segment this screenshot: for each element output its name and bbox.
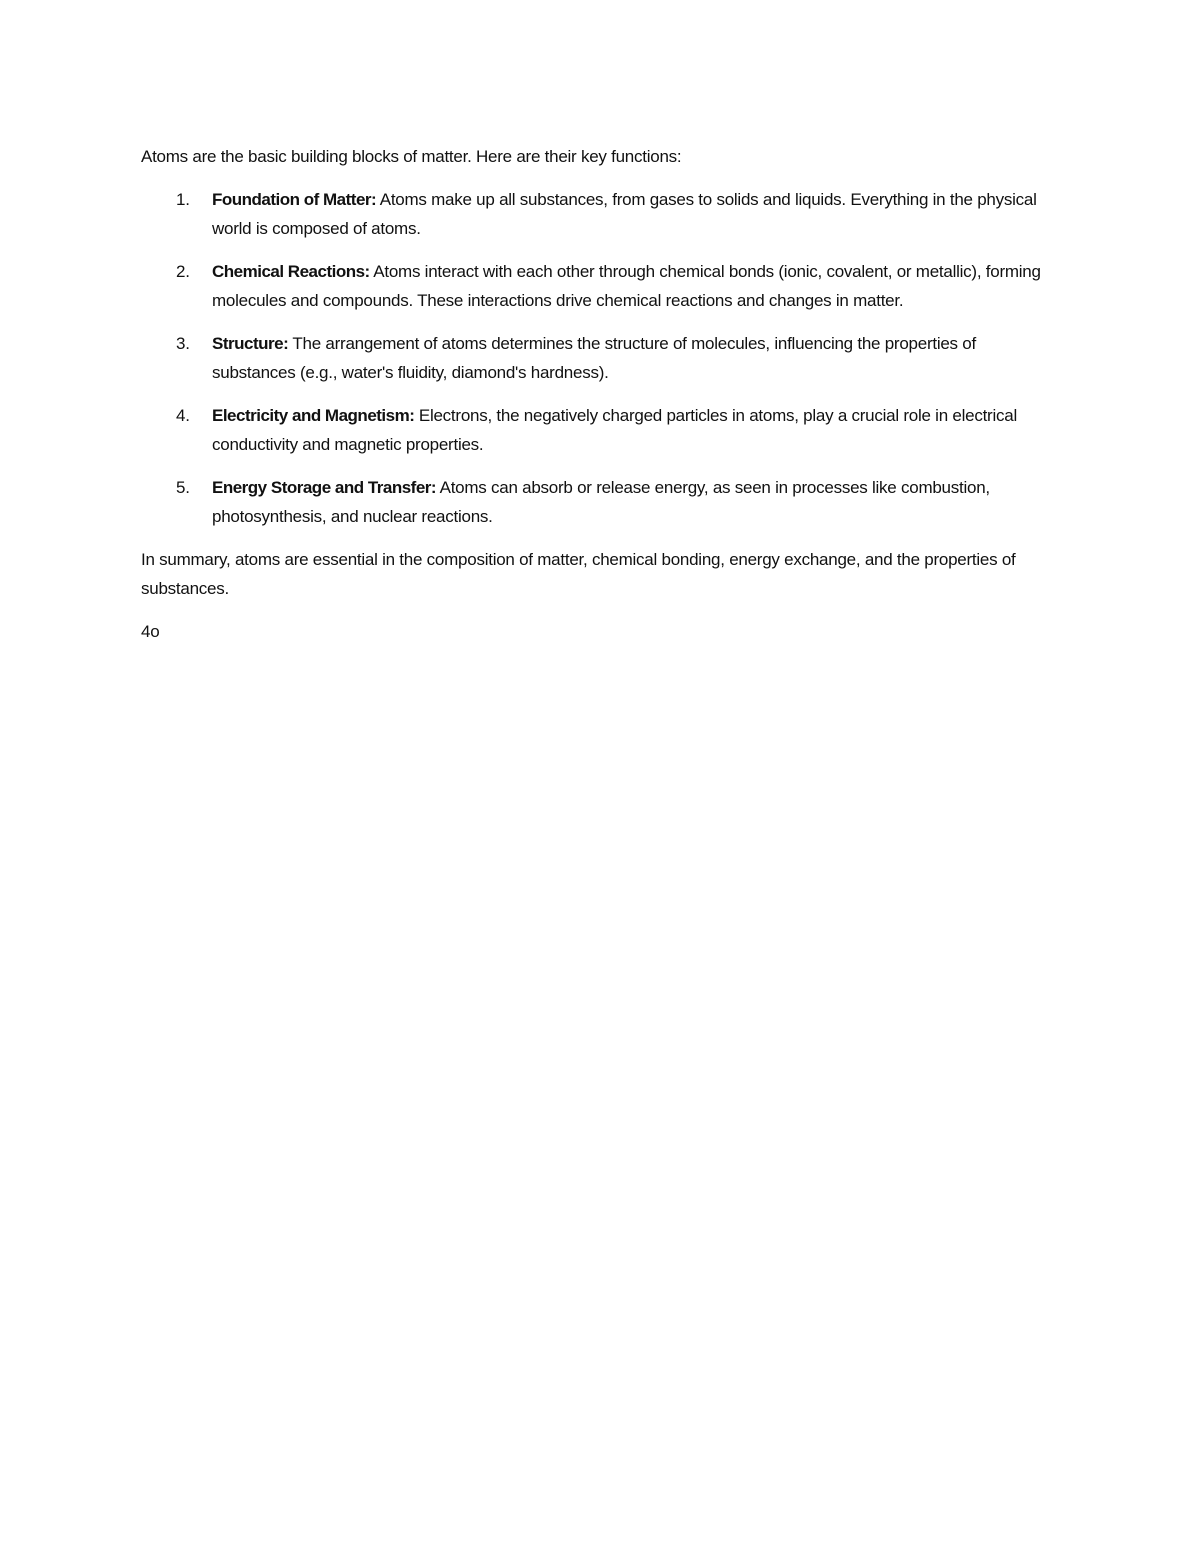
list-number: 3. xyxy=(176,334,190,353)
list-item-text: Atoms interact with each other through chemical bonds (ionic, covalent, or metallic), forming molecules and compounds. These interactions drive chemical reactions and changes in matter. xyxy=(212,262,1041,310)
functions-list xyxy=(141,185,1061,531)
list-number: 4. xyxy=(176,406,190,425)
list-item-term: Energy Storage and Transfer: xyxy=(212,478,437,497)
list-item-term: Structure: xyxy=(212,334,289,353)
list-item-text: Atoms make up all substances, from gases to solids and liquids. Everything in the physical world is composed of atoms. xyxy=(212,190,1037,238)
summary-paragraph: In summary, atoms are essential in the composition of matter, chemical bonding, energy exchange, and the properties of substances. xyxy=(141,550,1016,598)
list-item xyxy=(141,329,1061,387)
list-number: 5. xyxy=(176,478,190,497)
intro-paragraph: Atoms are the basic building blocks of matter. Here are their key functions: xyxy=(141,147,682,166)
list-item-text: Electrons, the negatively charged particles in atoms, play a crucial role in electrical conductivity and magnetic properties. xyxy=(212,406,1017,454)
list-item-term: Chemical Reactions: xyxy=(212,262,370,281)
list-number: 1. xyxy=(176,190,190,209)
list-item-term: Electricity and Magnetism: xyxy=(212,406,415,425)
list-item-term: Foundation of Matter: xyxy=(212,190,377,209)
model-tag: 4o xyxy=(141,622,160,641)
list-item xyxy=(141,185,1061,243)
list-item-text: The arrangement of atoms determines the structure of molecules, influencing the properties of substances (e.g., water's fluidity, diamond's hardness). xyxy=(212,334,976,382)
document-page xyxy=(141,142,1061,660)
list-item xyxy=(141,401,1061,459)
list-item xyxy=(141,473,1061,531)
list-number: 2. xyxy=(176,262,190,281)
list-item-text: Atoms can absorb or release energy, as seen in processes like combustion, photosynthesis, and nuclear reactions. xyxy=(212,478,990,526)
list-item xyxy=(141,257,1061,315)
